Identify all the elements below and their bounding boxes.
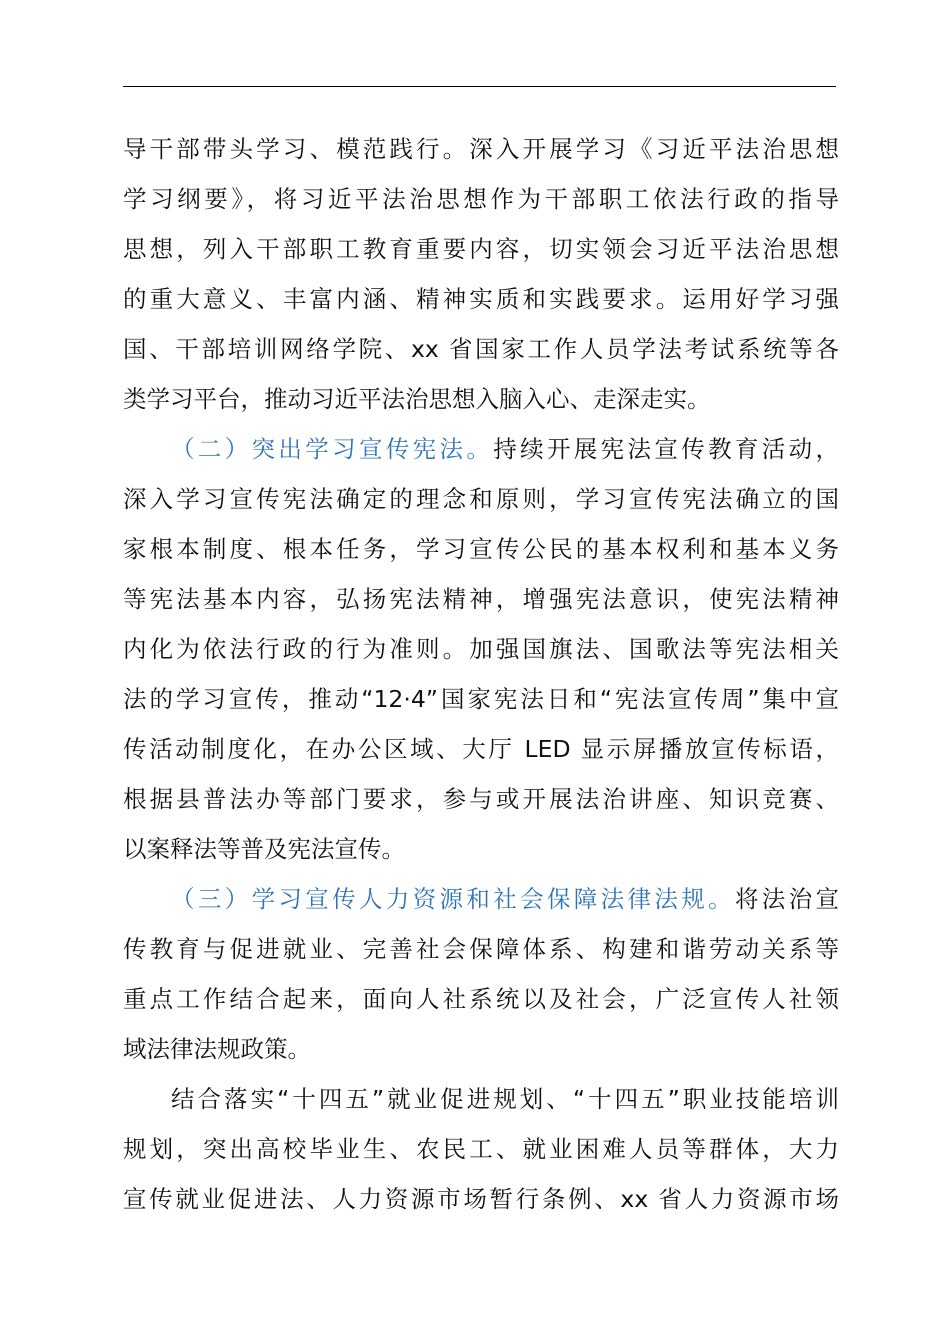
text-line: 家根本制度、根本任务，学习宣传公民的基本权利和基本义务	[123, 535, 839, 563]
paragraph-4	[123, 1074, 839, 1224]
heading-line-rest: 将法治宣	[734, 885, 840, 913]
text-line: 等宪法基本内容，弘扬宪法精神，增强宪法意识，使宪法精神	[123, 585, 839, 613]
text-line: 重点工作结合起来，面向人社系统以及社会，广泛宣传人社领	[123, 985, 839, 1013]
text-line: 以案释法等普及宪法宣传。	[123, 835, 405, 863]
section-heading-constitution: （二）突出学习宣传宪法。	[171, 435, 494, 463]
paragraph-3	[123, 874, 839, 1074]
text-line: 结合落实“十四五”就业促进规划、“十四五”职业技能培训	[171, 1085, 839, 1113]
text-line: 宣传就业促进法、人力资源市场暂行条例、xx 省人力资源市场	[123, 1185, 839, 1213]
text-line: 学习纲要》，将习近平法治思想作为干部职工依法行政的指导	[123, 185, 839, 213]
text-line: 深入学习宣传宪法确定的理念和原则，学习宣传宪法确立的国	[123, 485, 839, 513]
paragraph-1	[123, 124, 839, 424]
text-line: 传教育与促进就业、完善社会保障体系、构建和谐劳动关系等	[123, 935, 839, 963]
text-line	[123, 874, 839, 924]
text-line: 传活动制度化，在办公区域、大厅 LED 显示屏播放宣传标语，	[123, 735, 839, 763]
document-body	[123, 124, 839, 1224]
text-line: 国、干部培训网络学院、xx 省国家工作人员学法考试系统等各	[123, 335, 839, 363]
text-line: 的重大意义、丰富内涵、精神实质和实践要求。运用好学习强	[123, 285, 839, 313]
text-line: 思想，列入干部职工教育重要内容，切实领会习近平法治思想	[123, 235, 839, 263]
text-line: 内化为依法行政的行为准则。加强国旗法、国歌法等宪法相关	[123, 635, 839, 663]
section-heading-hrss-law: （三）学习宣传人力资源和社会保障法律法规。	[171, 885, 735, 913]
text-line: 导干部带头学习、模范践行。深入开展学习《习近平法治思想	[123, 135, 839, 163]
paragraph-2	[123, 424, 839, 874]
text-line: 域法律法规政策。	[123, 1035, 311, 1063]
text-line: 规划，突出高校毕业生、农民工、就业困难人员等群体，大力	[123, 1135, 839, 1163]
heading-line-rest: 持续开展宪法宣传教育活动，	[493, 435, 839, 463]
text-line: 法的学习宣传，推动“12·4”国家宪法日和“宪法宣传周”集中宣	[123, 685, 839, 713]
header-rule	[123, 86, 836, 87]
text-line: 根据县普法办等部门要求，参与或开展法治讲座、知识竞赛、	[123, 785, 839, 813]
text-line	[123, 424, 839, 474]
text-line: 类学习平台，推动习近平法治思想入脑入心、走深走实。	[123, 385, 711, 413]
